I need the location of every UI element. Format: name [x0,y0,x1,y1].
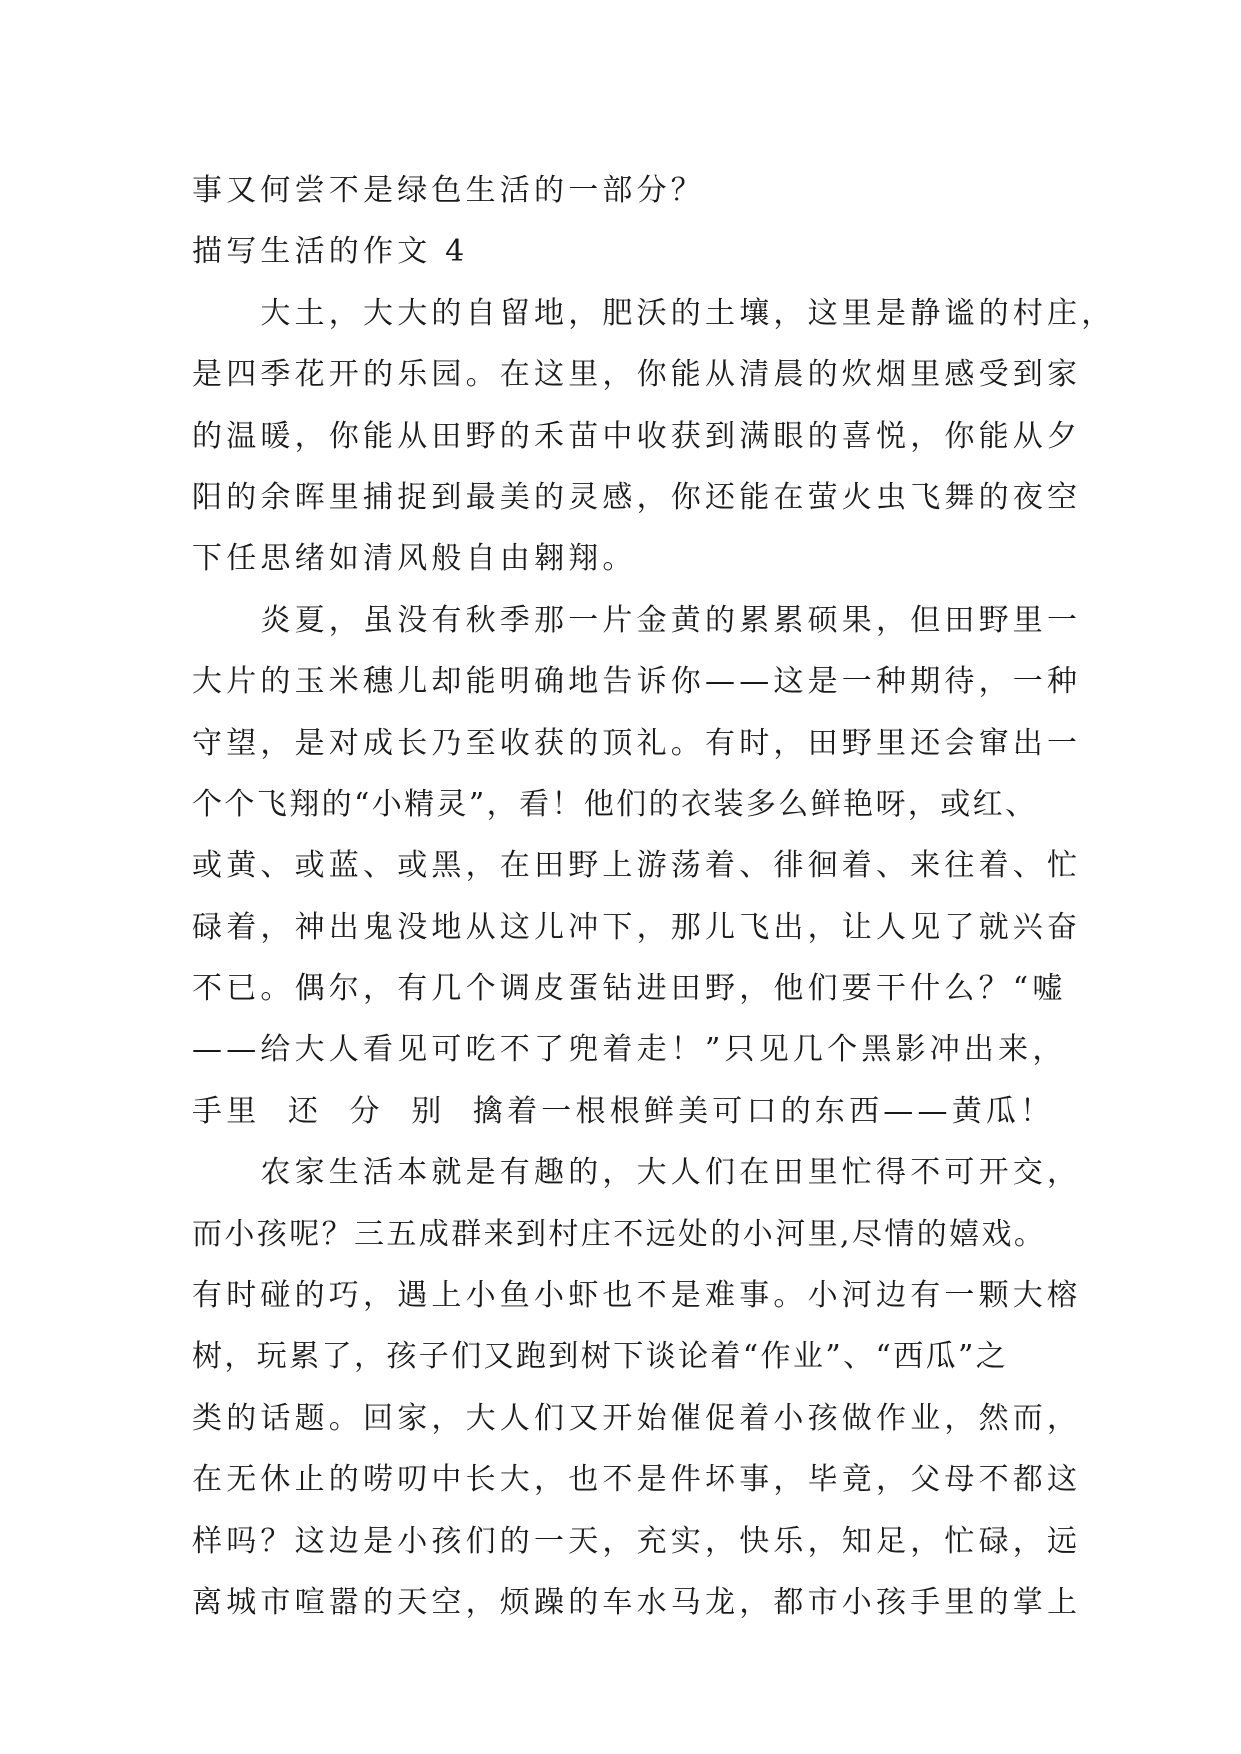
text-line: 树，玩累了，孩子们又跑到树下谈论着“作业”、“西瓜”之 [192,1339,1009,1375]
text-line: 在无休止的唠叨中长大，也不是件坏事，毕竟，父母不都这 [192,1462,1082,1498]
essay-title: 描写生活的作文 4 [192,234,469,270]
text-line: 下任思绪如清风般自由翱翔。 [192,541,637,577]
text-line: 阳的余晖里捕捉到最美的灵感，你还能在萤火虫飞舞的夜空 [192,479,1082,515]
text-line: ——给大人看见可吃不了兜着走！”只见几个黑影冲出来， [192,1032,1067,1068]
text-line: 个个飞翔的“小精灵”，看！他们的衣装多么鲜艳呀，或红、 [192,786,1038,822]
text-line: 大土，大大的自留地，肥沃的土壤，这里是静谧的村庄， [192,295,1116,331]
text-line: 不已。偶尔，有几个调皮蛋钻进田野，他们要干什么？“嘘 [192,971,1067,1007]
text-line: 农家生活本就是有趣的，大人们在田里忙得不可开交， [192,1155,1082,1191]
text-line: 守望，是对成长乃至收获的顶礼。有时，田野里还会窜出一 [192,725,1082,761]
text-line: 类的话题。回家，大人们又开始催促着小孩做作业，然而， [192,1400,1082,1436]
text-line: 离城市喧嚣的天空，烦躁的车水马龙，都市小孩手里的掌上 [192,1584,1082,1620]
text-line: 而小孩呢？三五成群来到村庄不远处的小河里,尽情的嬉戏。 [192,1216,1047,1252]
text-line: 样吗？这边是小孩们的一天，充实，快乐，知足，忙碌，远 [192,1523,1082,1559]
text-body [192,160,1116,1633]
text-line: 有时碰的巧，遇上小鱼小虾也不是难事。小河边有一颗大榕 [192,1278,1082,1314]
text-line: 炎夏，虽没有秋季那一片金黄的累累硕果，但田野里一 [192,602,1082,638]
text-line: 或黄、或蓝、或黑，在田野上游荡着、徘徊着、来往着、忙 [192,848,1082,884]
text-line: 手里 还 分 别 擒着一根根鲜美可口的东西——黄瓜！ [192,1093,1055,1129]
text-line: 的温暖，你能从田野的禾苗中收获到满眼的喜悦，你能从夕 [192,418,1082,454]
text-line: 事又何尝不是绿色生活的一部分？ [192,173,705,208]
text-line: 是四季花开的乐园。在这里，你能从清晨的炊烟里感受到家 [192,357,1082,393]
text-line: 碌着，神出鬼没地从这儿冲下，那儿飞出，让人见了就兴奋 [192,909,1082,945]
text-line: 大片的玉米穗儿却能明确地告诉你——这是一种期待，一种 [192,664,1082,700]
